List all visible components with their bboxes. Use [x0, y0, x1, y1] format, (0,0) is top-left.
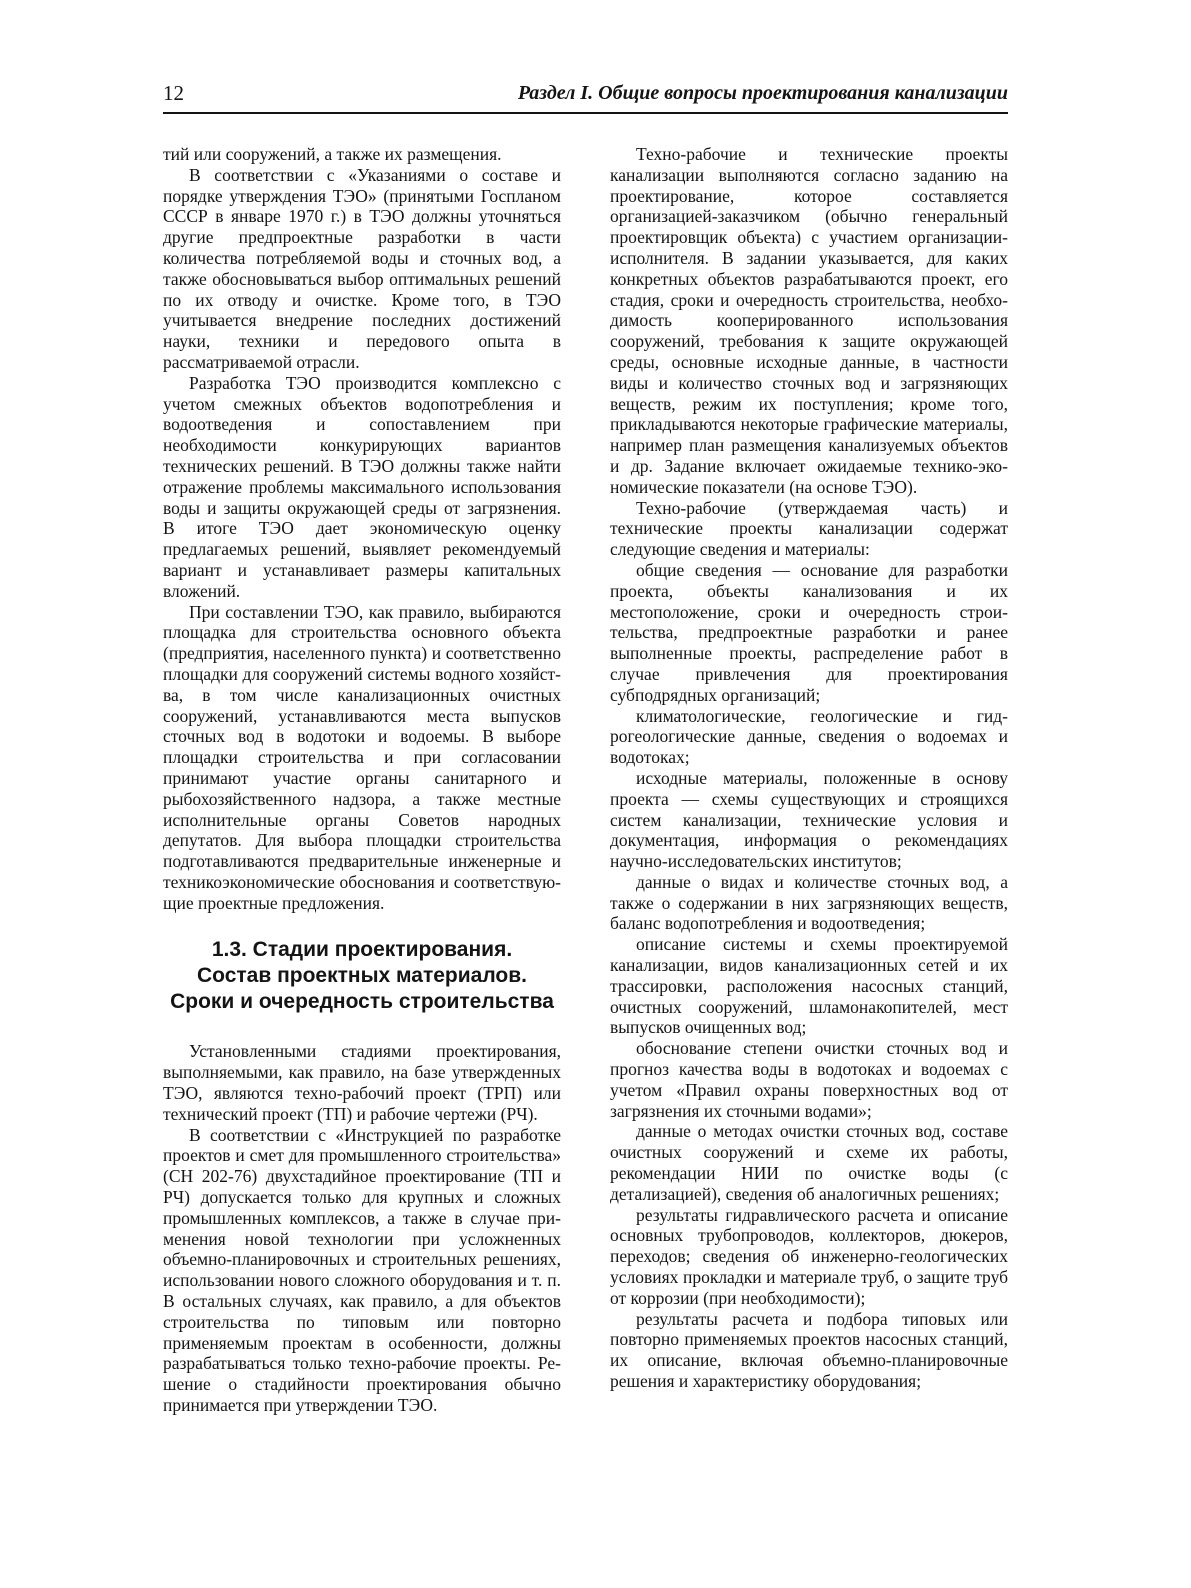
left-column: [163, 144, 561, 1416]
list-item: данные о методах очистки сточных вод, составе очистных сооружений и схеме их работы, рекомендации НИИ по очистке воды (с детализацией), сведения об аналогичных решениях;: [610, 1121, 1008, 1204]
list-item: общие сведения — основание для разработки проекта, объекты канализования и их местоположение, сроки и очередность строительства, предпроектные разработки и ранее выполненные проекты, распределение работ в случае привлечения для проектирования субподрядных организаций;: [610, 559, 1008, 705]
page-number: 12: [163, 81, 184, 105]
header-rule: [163, 112, 1008, 114]
running-head: Раздел I. Общие вопросы проектирования канализации: [517, 82, 1008, 104]
paragraph: При составлении ТЭО, как правило, выбираются площадка для строительства основного объекта (предприятия, населенного пункта) и соответственно площадки для сооружений системы водного хозяйства, в том числе канализационных очистных сооружений, устанавливаются места выпусков сточных вод в водотоки и водоемы. В выборе площадки строительства и при согласовании принимают участие органы санитарного и рыбохозяйственного надзора, а также местные исполнительные органы Советов народных депутатов. Для выбора площадки строительства подготавливаются предварительные инженерные и техникоэкономические обоснования и соответствующие проектные предложения.: [163, 601, 561, 913]
page-header: [163, 78, 1008, 114]
paragraph: Техно-рабочие и технические проекты канализации выполняются согласно заданию на проектирование, которое составляется организацией-заказчиком (обычно генеральный проектировщик объекта) с участием организации-исполнителя. В задании указывается, для каких конкретных объектов разрабатываются проект, его стадия, сроки и очередность строительства, необходимость кооперированного использования сооружений, требования к защите окружающей среды, основные исходные данные, в частности виды и количество сточных вод и загрязняющих веществ, режим их поступления; кроме того, прикладываются некоторые графические материалы, например план размещения канализуемых объектов и др. Задание включает ожидаемые технико-экономические показатели (на основе ТЭО).: [610, 144, 1008, 497]
list-item: данные о видах и количестве сточных вод, а также о содержании в них загрязняющих веществ, баланс водопотребления и водоотведения;: [610, 871, 1008, 934]
paragraph: В соответствии с «Указаниями о составе и порядке утверждения ТЭО» (принятыми Госпланом СССР в январе 1970 г.) в ТЭО должны уточняться другие предпроектные разработки в части количества потребляемой воды и сточных вод, а также обосновываться выбор оптимальных решений по их отводу и очистке. Кроме того, в ТЭО учитывается внедрение последних достижений науки, техники и передового опыта в рассматриваемой отрасли.: [163, 164, 561, 372]
paragraph: В соответствии с «Инструкцией по разработке проектов и смет для промышленного строительства» (СН 202-76) двухстадийное проектирование (ТП и РЧ) допускается только для крупных и сложных промышленных комплексов, а также в случае применения новой технологии при усложненных объемно-планировочных и строительных решениях, использовании нового сложного оборудования и т. п. В остальных случаях, как правило, а для объектов строительства по типовым или повторно применяемым проектам в особенности, должны разрабатываться только техно-рабочие проекты. Решение о стадийности проектирования обычно принимается при утверждении ТЭО.: [163, 1124, 561, 1416]
list-item: результаты расчета и подбора типовых или повторно применяемых проектов насосных станций, их описание, включая объемно-планировочные решения и характеристику оборудования;: [610, 1308, 1008, 1392]
paragraph: Установленными стадиями проектирования, выполняемыми, как правило, на базе утвержденных ТЭО, являются техно-рабочий проект (ТРП) или технический проект (ТП) и рабочие чертежи (РЧ).: [163, 1041, 561, 1124]
list-item: климатологические, геологические и гидрогеологические данные, сведения о водоемах и водотоках;: [610, 705, 1008, 768]
list-item: исходные материалы, положенные в основу проекта — схемы существующих и строящихся систем канализации, технические условия и документация, информация о рекомендациях научно-исследовательских институтов;: [610, 767, 1008, 872]
section-heading-line: 1.3. Стадии проектирования.: [211, 938, 513, 962]
section-heading: [163, 937, 561, 1015]
section-heading-line: Сроки и очередность строительства: [170, 990, 554, 1014]
paragraph: Разработка ТЭО производится комплексно с учетом смежных объектов водопотребления и водоотведения и сопоставлением при необходимости конкурирующих вариантов технических решений. В ТЭО должны также найти отражение проблемы максимального использования воды и защиты окружающей среды от загрязнения. В итоге ТЭО дает экономическую оценку предлагаемых решений, выявляет рекомендуемый вариант и устанавливает размеры капитальных вложений.: [163, 372, 561, 601]
paragraph: Техно-рабочие (утверждаемая часть) и технические проекты канализации содержат следующие сведения и материалы:: [610, 497, 1008, 560]
list-item: обоснование степени очистки сточных вод и прогноз качества воды в водотоках и водоемах с учетом «Правил охраны поверхностных вод от загрязнения их сточными водами»;: [610, 1038, 1008, 1121]
paragraph: тий или сооружений, а также их размещения.: [163, 144, 502, 164]
list-item: описание системы и схемы проектируемой канализации, видов канализационных сетей и их трассировки, расположения насосных станций, очистных сооружений, шламонакопителей, мест выпусков очищенных вод;: [610, 934, 1008, 1038]
list-item: результаты гидравлического расчета и описание основных трубопроводов, коллекторов, дюкеров, переходов; сведения об инженерно-геологических условиях прокладки и материале труб, о защите труб от коррозии (при необходимости);: [610, 1204, 1008, 1308]
right-column: [610, 144, 1008, 1392]
section-heading-line: Состав проектных материалов.: [196, 964, 527, 988]
